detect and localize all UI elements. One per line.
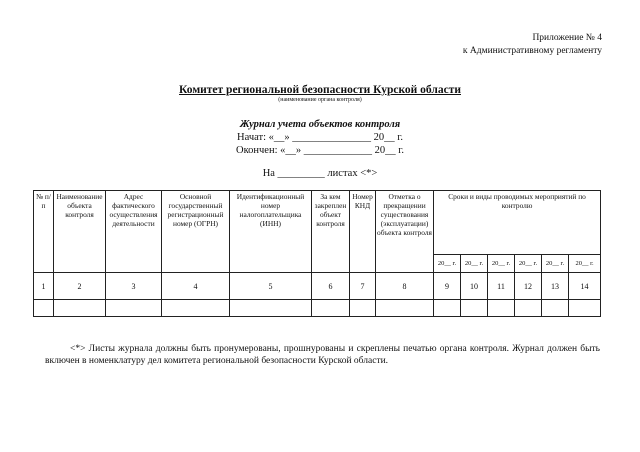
header-cell: Отметка о прекращении существования (эксплуатации) объекта контроля <box>376 191 434 273</box>
empty-cell <box>515 300 542 317</box>
column-number: 2 <box>54 273 106 300</box>
column-number: 7 <box>350 273 376 300</box>
year-cell: 20__ г. <box>488 255 515 273</box>
column-number: 14 <box>569 273 601 300</box>
column-number: 11 <box>488 273 515 300</box>
year-cell: 20__ г. <box>434 255 461 273</box>
year-cell: 20__ г. <box>542 255 569 273</box>
column-number: 12 <box>515 273 542 300</box>
empty-cell <box>350 300 376 317</box>
empty-cell <box>569 300 601 317</box>
column-number: 5 <box>230 273 312 300</box>
header-cell: За кем закреплен объект контроля <box>312 191 350 273</box>
column-number: 8 <box>376 273 434 300</box>
sheets-count: На _________ листах <*> <box>262 168 378 179</box>
year-cell: 20__ г. <box>515 255 542 273</box>
header-cell: Наименование объекта контроля <box>54 191 106 273</box>
empty-cell <box>54 300 106 317</box>
header-cell: № п/п <box>34 191 54 273</box>
organization-block <box>0 84 640 104</box>
table-row <box>34 300 601 317</box>
column-number: 1 <box>34 273 54 300</box>
journal-header <box>0 118 640 157</box>
empty-cell <box>461 300 488 317</box>
column-number: 13 <box>542 273 569 300</box>
header-cell: Сроки и виды проводимых мероприятий по контролю <box>434 191 601 255</box>
column-number: 10 <box>461 273 488 300</box>
empty-cell <box>106 300 162 317</box>
objects-table <box>33 190 601 317</box>
appendix-reference: к Административному регламенту <box>462 46 602 56</box>
journal-started: Начат: «__» _______________ 20__ г. <box>237 132 403 143</box>
year-cell: 20__ г. <box>569 255 601 273</box>
empty-cell <box>34 300 54 317</box>
empty-cell <box>434 300 461 317</box>
empty-cell <box>312 300 350 317</box>
column-number: 3 <box>106 273 162 300</box>
numbers-row <box>34 273 601 300</box>
header-cell: Номер КНД <box>350 191 376 273</box>
empty-cell <box>542 300 569 317</box>
header-cell: Адрес фактического осуществления деятельности <box>106 191 162 273</box>
column-number: 4 <box>162 273 230 300</box>
journal-finished: Окончен: «__» _____________ 20__ г. <box>236 145 404 156</box>
footnote: <*> Листы журнала должны быть пронумерованы, прошнурованы и скреплены печатью органа контроля. Журнал должен быть включен в номенклатуру дел комитета региональной безопасности Курской области. <box>45 344 600 366</box>
journal-title: Журнал учета объектов контроля <box>239 119 401 130</box>
empty-cell <box>376 300 434 317</box>
organization-name: Комитет региональной безопасности Курской области <box>179 84 461 96</box>
header-row <box>34 191 601 255</box>
header-cell: Основной государственный регистрационный номер (ОГРН) <box>162 191 230 273</box>
empty-cell <box>488 300 515 317</box>
organization-caption: (наименование органа контроля) <box>278 97 362 103</box>
year-cell: 20__ г. <box>461 255 488 273</box>
column-number: 9 <box>434 273 461 300</box>
column-number: 6 <box>312 273 350 300</box>
appendix-note <box>463 32 602 58</box>
empty-cell <box>162 300 230 317</box>
header-cell: Идентификационный номер налогоплательщика (ИНН) <box>230 191 312 273</box>
empty-cell <box>230 300 312 317</box>
appendix-number: Приложение № 4 <box>532 33 602 43</box>
